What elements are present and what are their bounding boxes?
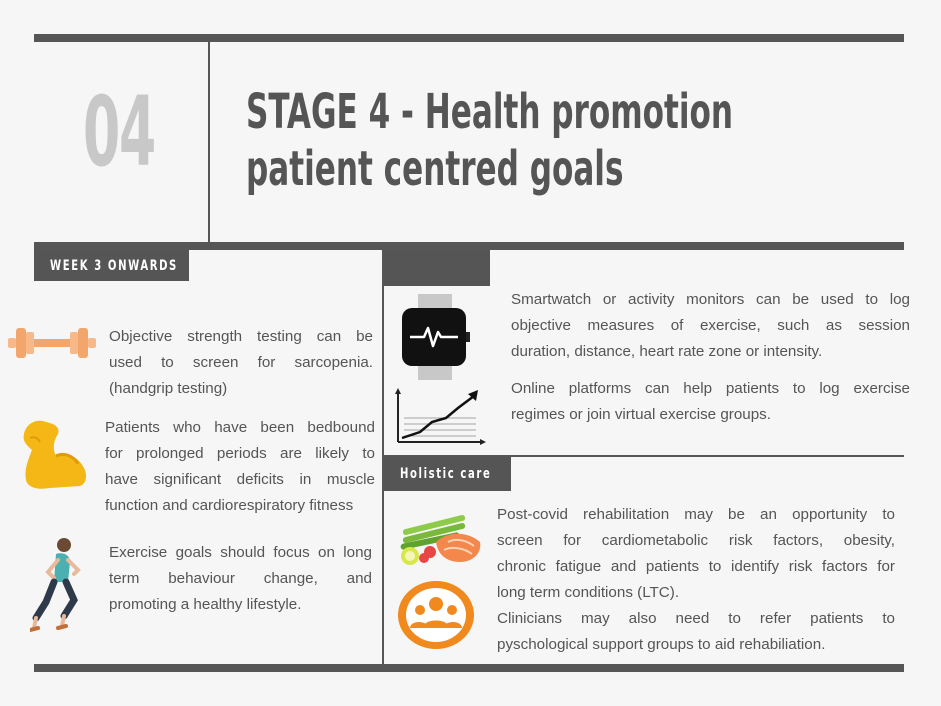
top-rule (34, 34, 904, 42)
support-groups-text (497, 606, 895, 658)
text-line: Patients who have been bedbound (105, 419, 375, 436)
post-covid-text (497, 502, 895, 606)
dumbbell-icon (8, 322, 96, 364)
text-line: duration, distance, heart rate zone or intensity. (511, 343, 823, 360)
text-line: Post-covid rehabilitation may be an opportunity to (497, 506, 895, 523)
runner-icon (30, 536, 86, 634)
growth-chart-icon (394, 388, 486, 446)
smartwatch-icon (400, 294, 470, 380)
text-line: pyschological support groups to aid rehabiliation. (497, 636, 826, 653)
holistic-care-tag (384, 457, 511, 491)
strength-testing-text (109, 324, 373, 402)
online-platforms-text (511, 376, 910, 428)
text-line: Smartwatch or activity monitors can be used to log (511, 291, 910, 308)
text-line: Objective strength testing can be (109, 328, 373, 345)
week-tag-label: WEEK 3 ONWARDS (50, 257, 178, 274)
middle-rule (34, 242, 904, 250)
text-line: (handgrip testing) (109, 380, 228, 397)
stage-number: 04 (83, 76, 156, 188)
monitoring-tag (384, 250, 490, 286)
text-line: used to screen for sarcopenia. (109, 354, 373, 371)
page-title-line2: patient centred goals (246, 141, 624, 197)
text-line: have significant deficits in muscle (105, 471, 375, 488)
text-line: long term conditions (LTC). (497, 584, 680, 601)
text-line: for prolonged periods are likely to (105, 445, 375, 462)
text-line: regimes or join virtual exercise groups. (511, 406, 771, 423)
page-title-line1: STAGE 4 - Health promotion (246, 84, 734, 140)
flexed-arm-icon (16, 416, 88, 492)
bottom-rule (34, 664, 904, 672)
support-group-icon (396, 580, 476, 650)
exercise-goals-text (109, 540, 372, 618)
text-line: Clinicians may also need to refer patients to (497, 610, 895, 627)
text-line: promoting a healthy lifestyle. (109, 596, 302, 613)
holistic-care-tag-label: Holistic care (400, 466, 492, 482)
text-line: objective measures of exercise, such as session (511, 317, 910, 334)
text-line: term behaviour change, and (109, 570, 372, 587)
header-divider (208, 42, 210, 242)
healthy-food-icon (396, 512, 484, 568)
text-line: screen for cardiometabolic risk factors, obesity, (497, 532, 895, 549)
text-line: chronic fatigue and patients to identify risk factors for (497, 558, 895, 575)
week-tag (34, 250, 189, 281)
text-line: function and cardiorespiratory fitness (105, 497, 354, 514)
text-line: Online platforms can help patients to log exercise (511, 380, 910, 397)
smartwatch-text (511, 287, 910, 365)
bedbound-text (105, 415, 375, 519)
text-line: Exercise goals should focus on long (109, 544, 372, 561)
